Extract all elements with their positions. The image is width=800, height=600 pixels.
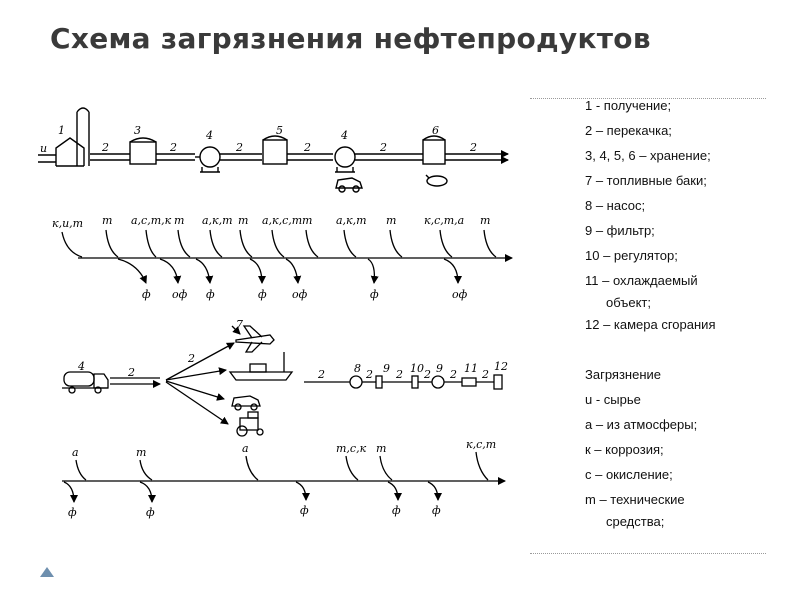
node-number: 11 (464, 362, 478, 375)
combustion-chamber-icon (494, 375, 502, 389)
source-label: т (238, 214, 249, 227)
pollution-line-2 (62, 452, 505, 502)
ship-icon (230, 352, 292, 380)
source-label: а (242, 442, 249, 455)
source-label: т (376, 442, 387, 455)
legend-item: к – коррозия; (585, 442, 664, 457)
source-label: т (102, 214, 113, 227)
flow-label: 2 (128, 366, 135, 379)
node-number: 6 (432, 124, 439, 137)
node-number: 4 (78, 360, 85, 373)
outcome-label: оф (292, 288, 308, 301)
link-label: 2 (366, 368, 373, 381)
source-label: т (386, 214, 397, 227)
legend-item: 11 – охлаждаемый (585, 273, 698, 288)
legend-item: 1 - получение; (585, 98, 672, 113)
fuel-canister-icon (426, 175, 447, 186)
flow-label: 2 (318, 368, 325, 381)
legend-item: 10 – регулятор; (585, 248, 678, 263)
legend-item: с – окисление; (585, 467, 673, 482)
flow-label: 2 (470, 141, 477, 154)
source-label: к,с,т (466, 438, 497, 451)
legend-item: m – технические (585, 492, 685, 507)
source-label: а (72, 446, 79, 459)
node-number: 9 (383, 362, 390, 375)
source-label: а,с,т,к (131, 214, 172, 227)
outcome-label: ф (206, 288, 215, 301)
node-number: 10 (410, 362, 424, 375)
outcome-label: оф (452, 288, 468, 301)
outcome-label: ф (258, 288, 267, 301)
source-label: т (136, 446, 147, 459)
node-number: 4 (206, 129, 213, 142)
legend-item: 2 – перекачка; (585, 123, 672, 138)
node-number: 7 (236, 318, 243, 331)
consumer-section (62, 326, 292, 436)
legend-item: 7 – топливные баки; (585, 173, 707, 188)
outcome-label: ф (432, 504, 441, 517)
outcome-label: ф (370, 288, 379, 301)
node-number: 5 (276, 124, 283, 137)
legend-item: 9 – фильтр; (585, 223, 655, 238)
legend-item: 12 – камера сгорания (585, 317, 716, 332)
node-number: 1 (58, 124, 65, 137)
node-number: 12 (494, 360, 508, 373)
filter-icon (376, 376, 382, 388)
link-label: 2 (396, 368, 403, 381)
spherical-tank-4-icon (195, 147, 220, 172)
filter-2-icon (432, 376, 444, 388)
node-number: 3 (134, 124, 141, 137)
flow-label: 2 (236, 141, 243, 154)
node-number: 9 (436, 362, 443, 375)
legend-item: a – из атмосферы; (585, 417, 698, 432)
pump-icon (350, 376, 362, 388)
source-label: т (480, 214, 491, 227)
page-title: Схема загрязнения нефтепродуктов (50, 22, 651, 55)
outcome-label: ф (68, 506, 77, 519)
outcome-label: ф (300, 504, 309, 517)
node-number: 4 (341, 129, 348, 142)
link-label: 2 (450, 368, 457, 381)
source-label: а,к,т (336, 214, 367, 227)
regulator-icon (412, 376, 418, 388)
node-number: 8 (354, 362, 361, 375)
outcome-label: ф (146, 506, 155, 519)
car-icon (232, 396, 260, 410)
legend-item: u - сырье (585, 392, 641, 407)
receiving-station-icon (56, 108, 89, 166)
flow-label: 2 (380, 141, 387, 154)
legend-item: 3, 4, 5, 6 – хранение; (585, 148, 711, 163)
source-label: а,к,т (202, 214, 233, 227)
storage-tank-3-icon (130, 138, 156, 164)
flow-label: 2 (188, 352, 195, 365)
engine-chain (304, 375, 502, 389)
tractor-icon (237, 412, 263, 436)
flow-label: 2 (102, 141, 109, 154)
source-label: т (174, 214, 185, 227)
pollution-line-2-labels (68, 438, 496, 519)
storage-tank-5-icon (263, 136, 287, 164)
source-label: т,с,к (336, 442, 367, 455)
outcome-label: оф (172, 288, 188, 301)
cooled-object-icon (462, 378, 476, 386)
outcome-label: ф (392, 504, 401, 517)
legend-item: 8 – насос; (585, 198, 646, 213)
link-label: 2 (482, 368, 489, 381)
source-label: т (302, 214, 313, 227)
link-label: 2 (424, 368, 431, 381)
spherical-tank-4b-icon (335, 147, 355, 172)
consumer-labels (77, 318, 243, 379)
source-label: к,и,т (52, 217, 84, 230)
car-icon (336, 178, 362, 192)
legend-item-continuation: объект; (606, 295, 651, 310)
legend-item-continuation: средства; (606, 514, 665, 529)
top-chain-labels (40, 124, 477, 155)
input-label: u (40, 142, 48, 155)
legend-pollution-header: Загрязнение (585, 367, 661, 382)
flow-label: 2 (304, 141, 311, 154)
storage-tank-6-icon (423, 136, 445, 164)
pollution-line-1 (62, 230, 512, 283)
tanker-truck-icon (62, 372, 108, 393)
source-label: а,к,с,т (262, 214, 303, 227)
outcome-label: ф (142, 288, 151, 301)
source-label: к,с,т,а (424, 214, 465, 227)
flow-label: 2 (170, 141, 177, 154)
